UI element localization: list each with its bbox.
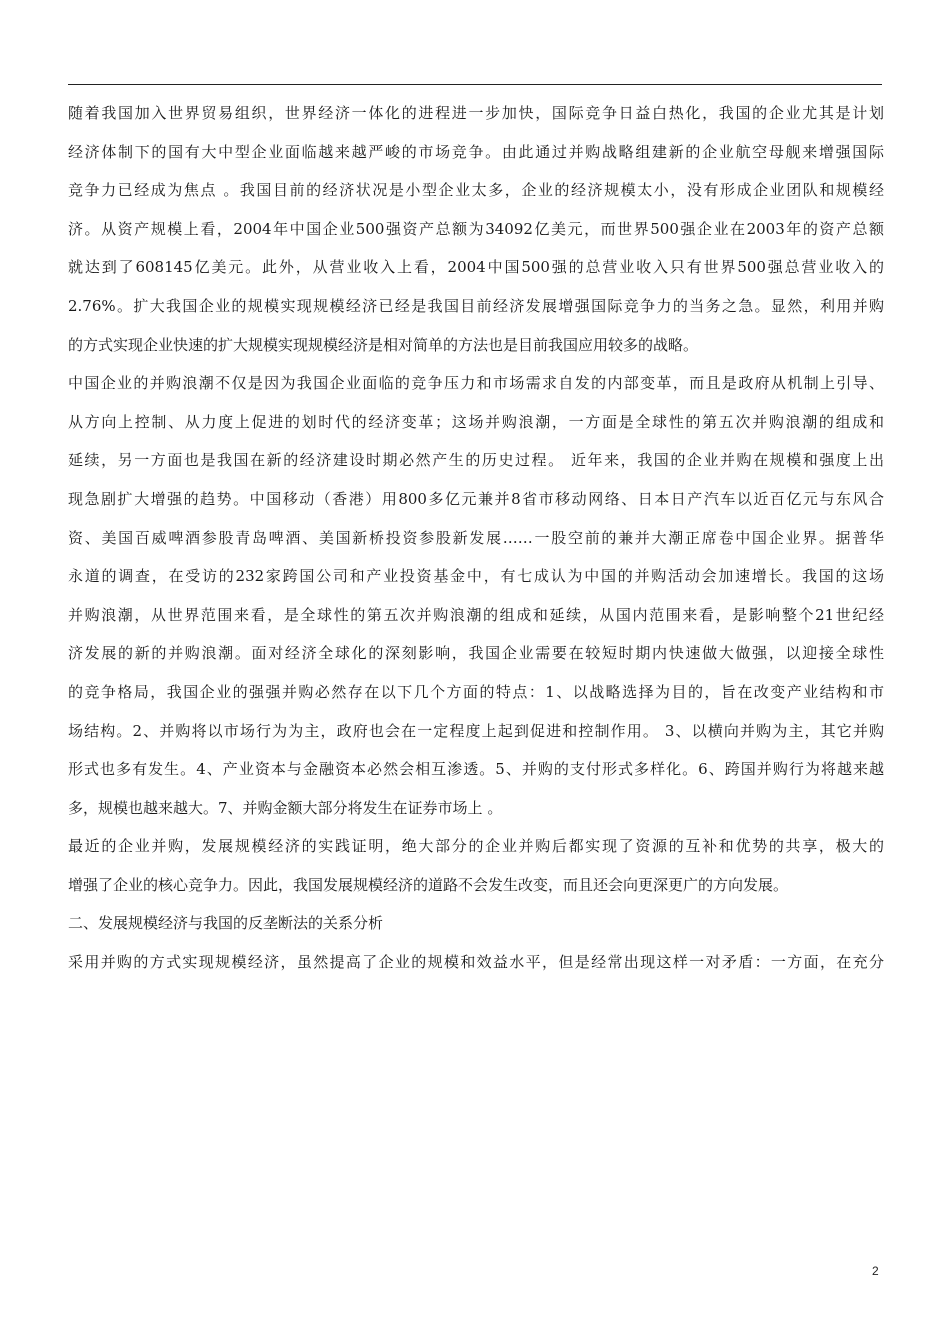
text-line: 的方式实现企业快速的扩大规模实现规模经济是相对简单的方法也是目前我国应用较多的战略。 [68, 335, 699, 354]
text-line: 多，规模也越来越大。7、并购金额大部分将发生在证券市场上 。 [68, 798, 503, 817]
document-body [68, 94, 884, 982]
text-line: 形式也多有发生。4、产业资本与金融资本必然会相互渗透。5、并购的支付形式多样化。6、跨国并购行为将越来越 [68, 760, 884, 779]
page-number: 2 [872, 1264, 879, 1278]
text-line: 就达到了608145亿美元。此外，从营业收入上看，2004中国500强的总营业收入只有世界500强总营业收入的 [68, 258, 884, 277]
text-line: 场结构。2、并购将以市场行为为主，政府也会在一定程度上起到促进和控制作用。 3、以横向并购为主，其它并购 [68, 721, 884, 740]
text-line: 并购浪潮，从世界范围来看，是全球性的第五次并购浪潮的组成和延续，从国内范围来看，是影响整个21世纪经 [68, 605, 884, 624]
text-line: 中国企业的并购浪潮不仅是因为我国企业面临的竞争压力和市场需求自发的内部变革，而且是政府从机制上引导、 [68, 374, 884, 393]
text-line: 增强了企业的核心竞争力。因此，我国发展规模经济的道路不会发生改变，而且还会向更深更广的方向发展。 [68, 875, 789, 894]
header-rule [68, 84, 882, 85]
text-line: 济发展的新的并购浪潮。面对经济全球化的深刻影响，我国企业需要在较短时期内快速做大做强，以迎接全球性 [68, 644, 884, 663]
text-line: 采用并购的方式实现规模经济，虽然提高了企业的规模和效益水平，但是经常出现这样一对矛盾：一方面，在充分 [68, 953, 884, 972]
text-line: 延续，另一方面也是我国在新的经济建设时期必然产生的历史过程。 近年来，我国的企业并购在规模和强度上出 [68, 451, 884, 470]
text-line: 的竞争格局，我国企业的强强并购必然存在以下几个方面的特点：1、以战略选择为目的，旨在改变产业结构和市 [68, 682, 884, 701]
text-line: 从方向上控制、从力度上促进的划时代的经济变革；这场并购浪潮，一方面是全球性的第五次并购浪潮的组成和 [68, 412, 884, 431]
text-line: 竞争力已经成为焦点 。我国目前的经济状况是小型企业太多，企业的经济规模太小，没有形成企业团队和规模经 [68, 181, 884, 200]
text-line: 二、发展规模经济与我国的反垄断法的关系分析 [68, 914, 384, 933]
text-line: 现急剧扩大增强的趋势。中国移动（香港）用800多亿元兼并8省市移动网络、日本日产汽车以近百亿元与东风合 [68, 489, 884, 508]
text-line: 2.76%。扩大我国企业的规模实现规模经济已经是我国目前经济发展增强国际竞争力的当务之急。显然，利用并购 [68, 296, 884, 315]
text-line: 永道的调查，在受访的232家跨国公司和产业投资基金中，有七成认为中国的并购活动会加速增长。我国的这场 [68, 567, 884, 586]
text-line: 经济体制下的国有大中型企业面临越来越严峻的市场竞争。由此通过并购战略组建新的企业航空母舰来增强国际 [68, 142, 884, 161]
text-line: 济。从资产规模上看，2004年中国企业500强资产总额为34092亿美元，而世界500强企业在2003年的资产总额 [68, 219, 884, 238]
text-line: 资、美国百威啤酒参股青岛啤酒、美国新桥投资参股新发展……一股空前的兼并大潮正席卷中国企业界。据普华 [68, 528, 884, 547]
text-line: 最近的企业并购，发展规模经济的实践证明，绝大部分的企业并购后都实现了资源的互补和优势的共享，极大的 [68, 837, 884, 856]
text-line: 随着我国加入世界贸易组织，世界经济一体化的进程进一步加快，国际竞争日益白热化，我国的企业尤其是计划 [68, 104, 884, 122]
